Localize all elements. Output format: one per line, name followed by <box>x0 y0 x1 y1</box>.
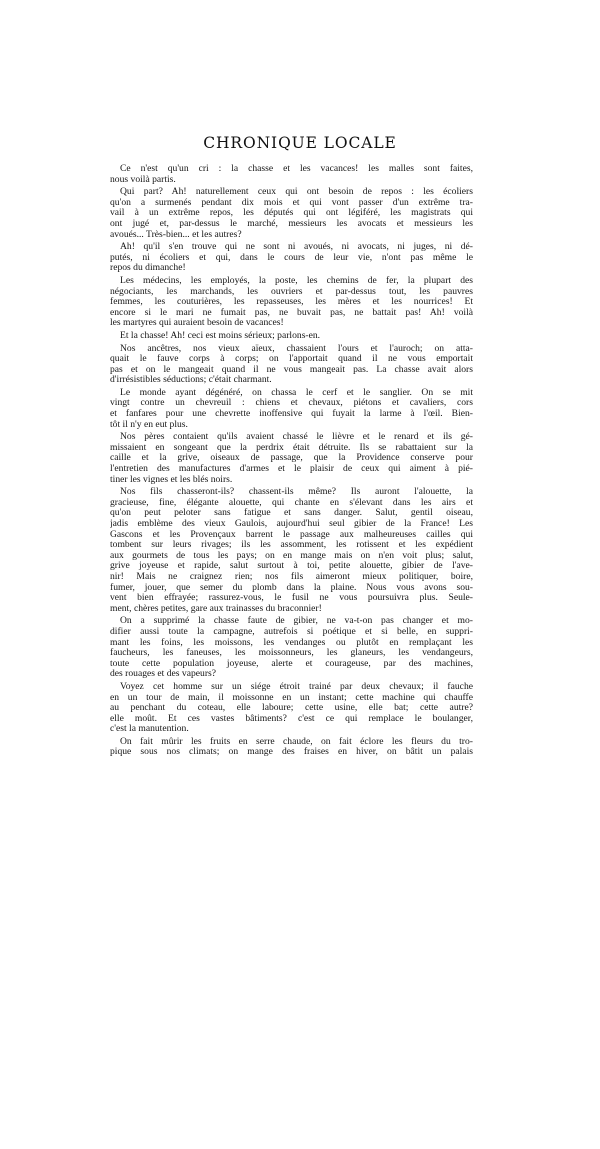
paragraph-line: nous voilà partis. <box>110 174 176 185</box>
paragraph-line: Voyez cet homme sur un siége étroit trainé par deux chevaux; il fauche <box>120 681 473 692</box>
paragraph <box>110 164 473 185</box>
paragraph-line: Le monde ayant dégénéré, on chassa le cerf et le sanglier. On se mit <box>120 387 473 398</box>
paragraph-line: grive joyeuse et rapide, salut surtout à toi, petite alouette, gibier de l'ave- <box>110 561 473 572</box>
paragraph-line: encore si le mari ne fumait pas, ne buvait pas, ne battait pas! Ah! voilà <box>110 307 473 318</box>
paragraph-line: Nos pères contaient qu'ils avaient chassé le lièvre et le renard et ils gé- <box>120 432 473 443</box>
paragraph-line: vingt contre un chevreuil : chiens et chevaux, piétons et cavaliers, cors <box>110 398 473 409</box>
paragraph <box>110 331 473 342</box>
paragraph-line: mant les foins, les moissons, les vendanges ou plutôt en remplaçant les <box>110 637 473 648</box>
paragraph <box>110 187 473 240</box>
paragraph-line: elle moût. Et ces vastes bâtiments? c'est ce qui remplace le boulanger, <box>110 713 473 724</box>
paragraph-line: négociants, les marchands, les ouvriers et par-dessus tout, les pauvres <box>110 286 473 297</box>
paragraph-line: Les médecins, les employés, la poste, les chemins de fer, la plupart des <box>120 275 473 286</box>
paragraph-line: aux gourmets de tous les pays; on en mange mais on n'en voit plus; salut, <box>110 550 473 561</box>
paragraph-line: ont jugé et, par-dessus le marché, messieurs les avocats et messieurs les <box>110 218 473 229</box>
paragraph-line: ment, chères petites, gare aux trainasses du braconnier! <box>110 603 322 614</box>
paragraph-line: Nos fils chasseront-ils? chassent-ils même? Ils auront l'alouette, la <box>120 487 473 498</box>
paragraph <box>110 737 473 758</box>
paragraph-line: Et la chasse! Ah! ceci est moins sérieux; parlons-en. <box>120 330 321 341</box>
paragraph-line: Gascons et les Provençaux barrent le passage aux malheureuses cailles qui <box>110 529 473 540</box>
page-title: CHRONIQUE LOCALE <box>203 134 397 152</box>
paragraph-line: des rouages et des vapeurs? <box>110 669 217 680</box>
paragraph <box>110 388 473 430</box>
chronicle-body <box>110 164 473 760</box>
paragraph-line: pas et on le mangeait quand il ne vous mangeait pas. La chasse avait alors <box>110 364 473 375</box>
paragraph-line: femmes, les couturières, les repasseuses, les mères et les nourrices! Et <box>110 297 473 308</box>
paragraph-line: putés, ni écoliers et qui, dans le cours de leur vie, n'ont pas même le <box>110 252 473 263</box>
paragraph <box>110 432 473 485</box>
paragraph-line: c'est la manutention. <box>110 724 189 735</box>
paragraph <box>110 242 473 274</box>
paragraph-line: et fanfares pour une chevrette inoffensive qui fuyait la larme à l'œil. Bien- <box>110 409 473 420</box>
paragraph-line: quait le fauve corps à corps; on l'apportait quand il ne vous emportait <box>110 354 473 365</box>
paragraph-line: On fait mûrir les fruits en serre chaude, on fait éclore les fleurs du tro- <box>120 736 473 747</box>
paragraph-line: avoués... Très-bien... et les autres? <box>110 229 242 240</box>
paragraph-line: au penchant du coteau, elle laboure; cette usine, elle bat; cette autre? <box>110 703 473 714</box>
paragraph-line: vail à un extrême repos, les députés qui ont légiféré, les magistrats qui <box>110 208 473 219</box>
paragraph-line: toute cette population joyeuse, alerte et courageuse, par des machines, <box>110 658 473 669</box>
paragraph-line: missaient en songeant que la perdrix était détruite. Ils se rabattaient sur la <box>110 442 473 453</box>
paragraph-line: repos du dimanche! <box>110 263 186 274</box>
paragraph <box>110 682 473 735</box>
paragraph-line: faucheurs, les faneuses, les moissonneurs, les glaneurs, les vendangeurs, <box>110 648 473 659</box>
paragraph-line: pique sous nos climats; on mange des fraises en hiver, on bâtit un palais <box>110 747 473 758</box>
paragraph-line: l'entretien des manufactures d'armes et le plaisir de ceux qui aiment à pié- <box>110 464 473 475</box>
paragraph-line: Qui part? Ah! naturellement ceux qui ont besoin de repos : les écoliers <box>120 187 473 198</box>
paragraph <box>110 487 473 614</box>
paragraph-line: tôt il n'y en eut plus. <box>110 419 188 430</box>
paragraph-line: gracieuse, fine, élégante alouette, qui chante en s'élevant dans les airs et <box>110 497 473 508</box>
paragraph <box>110 616 473 680</box>
paragraph-line: On a supprimé la chasse faute de gibier, ne va-t-on pas changer et mo- <box>120 616 473 627</box>
paragraph-line: fumer, jouer, que semer du plomb dans la plaine. Nous vous avons sou- <box>110 582 473 593</box>
paragraph <box>110 344 473 386</box>
paragraph-line: nir! Mais ne craignez rien; nos fils aimeront mieux politiquer, boire, <box>110 571 473 582</box>
paragraph-line: en un tour de main, il moissonne en un instant; cette machine qui chauffe <box>110 692 473 703</box>
paragraph-line: les martyres qui auraient besoin de vacances! <box>110 318 284 329</box>
paragraph-line: difier aussi toute la campagne, autrefois si poétique et si belle, en suppri- <box>110 626 473 637</box>
paragraph-line: Ce n'est qu'un cri : la chasse et les vacances! les malles sont faites, <box>120 164 473 174</box>
paragraph-line: qu'on peut peloter sans fatigue et sans danger. Salut, gentil oiseau, <box>110 508 473 519</box>
paragraph-line: qu'on a surmenés pendant dix mois et qui vont passer d'un extrême tra- <box>110 197 473 208</box>
paragraph-line: d'irrésistibles séductions; c'était charmant. <box>110 375 272 386</box>
paragraph-line: tiner les vignes et les blés noirs. <box>110 474 233 485</box>
paragraph-line: Ah! qu'il s'en trouve qui ne sont ni avoués, ni avocats, ni juges, ni dé- <box>120 242 473 253</box>
paragraph-line: caille et la grive, oiseaux de passage, que la Providence conserve pour <box>110 453 473 464</box>
paragraph-line: jadis emblème des vieux Gaulois, aujourd'hui seul gibier de la France! Les <box>110 519 473 529</box>
paragraph-line: Nos ancêtres, nos vieux aïeux, chassaient l'ours et l'auroch; on atta- <box>120 343 473 354</box>
paragraph-line: vent bien effrayée; rassurez-vous, le fusil ne vous poursuivra plus. Seule- <box>110 593 473 604</box>
paragraph-line: tombent sur leurs rivages; ils les assomment, les rotissent et les expédient <box>110 540 473 551</box>
paragraph <box>110 276 473 329</box>
